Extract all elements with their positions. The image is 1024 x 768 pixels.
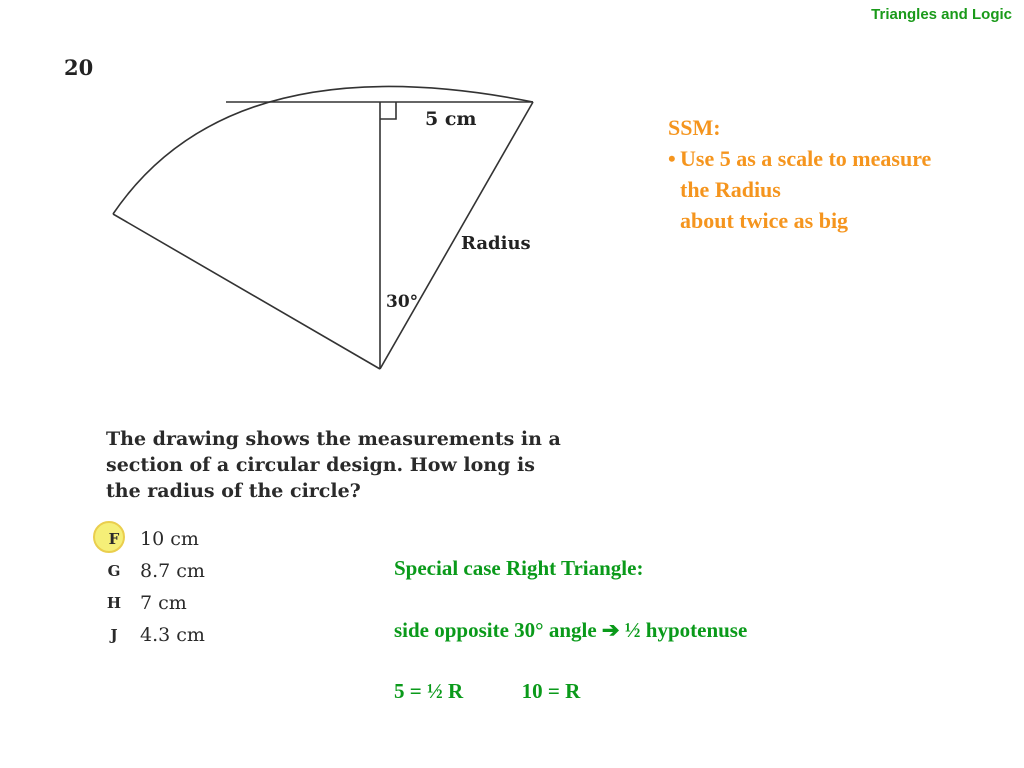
explanation-equations [394, 679, 580, 704]
angle-label: 30° [386, 292, 419, 312]
choice-value: 7 cm [140, 592, 187, 614]
choice-value: 8.7 cm [140, 560, 205, 582]
rule-left: side opposite 30° angle [394, 618, 597, 642]
choice-letter: H [106, 594, 122, 612]
explanation-title: Special case Right Triangle: [394, 556, 644, 580]
side-label: 5 cm [425, 108, 477, 130]
question-text: The drawing shows the measurements in a section of a circular design. How long is the radius of the circle? [106, 428, 561, 502]
choice-letter: J [110, 626, 118, 644]
sector-arc [113, 86, 533, 214]
choice-letter: F [108, 530, 120, 548]
radius-label: Radius [461, 233, 531, 254]
choice-h[interactable] [104, 587, 205, 619]
slide-title: Triangles and Logic [871, 6, 1012, 23]
equation-2: 10 = R [521, 679, 581, 703]
choice-g[interactable] [104, 555, 205, 587]
ssm-line-3: about twice as big [680, 208, 849, 233]
answer-choices [104, 523, 205, 651]
radius-left-line [113, 214, 380, 369]
choice-j[interactable] [104, 619, 205, 651]
ssm-note [668, 112, 931, 236]
equation-1: 5 = ½ R [394, 679, 464, 703]
right-angle-mark [380, 102, 396, 119]
ssm-line-1: Use 5 as a scale to measure [680, 146, 932, 171]
arrow-icon: ➔ [601, 618, 620, 642]
choice-letter: G [107, 562, 121, 580]
rule-right: ½ hypotenuse [624, 618, 748, 642]
ssm-line-2: the Radius [680, 177, 781, 202]
explanation-rule [394, 618, 747, 643]
choice-value: 10 cm [140, 528, 199, 550]
choice-value: 4.3 cm [140, 624, 205, 646]
question-number: 20 [64, 55, 94, 80]
ssm-heading: SSM: [668, 115, 721, 140]
bullet-icon: • [668, 146, 676, 171]
choice-f[interactable] [104, 523, 205, 555]
